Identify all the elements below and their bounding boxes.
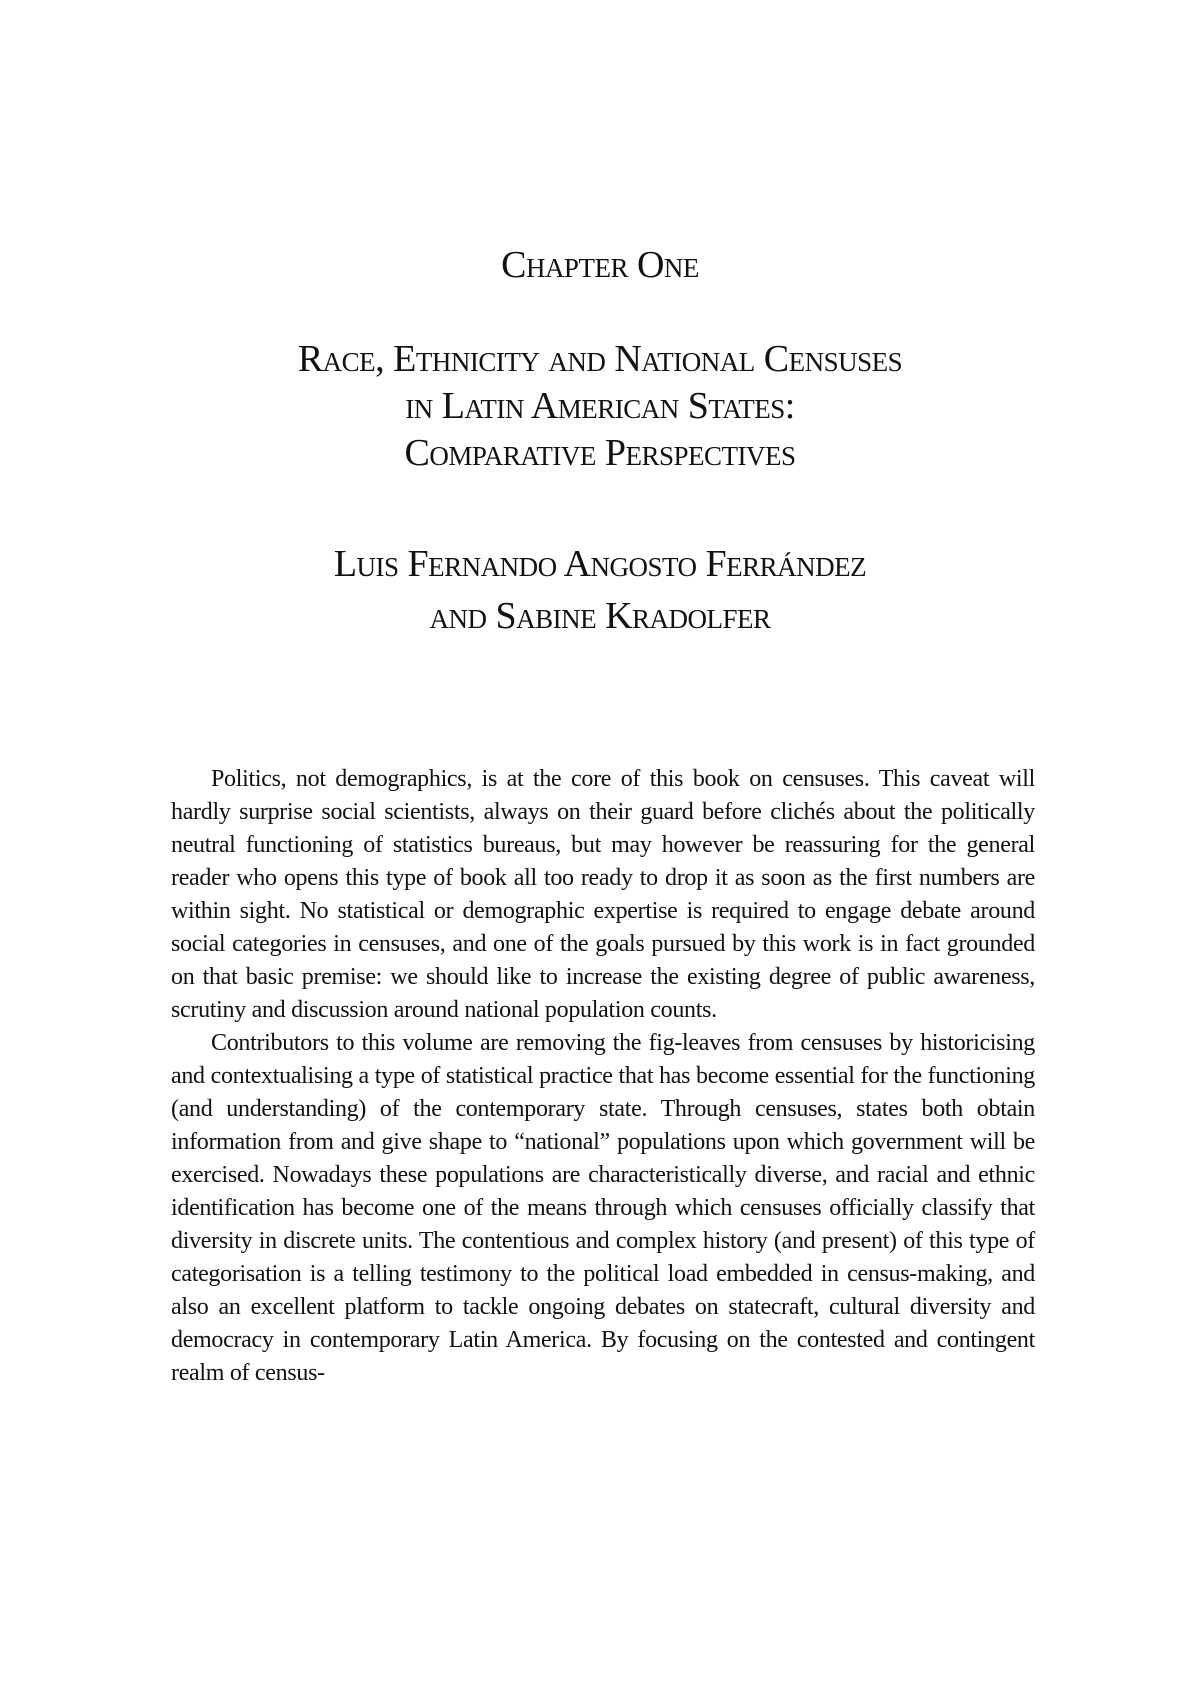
author-line: Luis Fernando Angosto Ferrández bbox=[333, 543, 867, 585]
chapter-title bbox=[0, 336, 1200, 477]
chapter-title-line: Race, Ethnicity and National Censuses bbox=[297, 338, 903, 380]
chapter-title-line: in Latin American States: bbox=[405, 385, 795, 427]
chapter-label: Chapter One bbox=[501, 244, 699, 286]
chapter-authors bbox=[0, 538, 1200, 642]
author-line: and Sabine Kradolfer bbox=[429, 595, 771, 637]
chapter-title-line: Comparative Perspectives bbox=[404, 432, 796, 474]
body-text bbox=[171, 763, 1035, 1390]
body-paragraph: Politics, not demographics, is at the core of this book on censuses. This caveat will hardly surprise social scientists, always on their guard before clichés about the politically neutral functioning of statistics bureaus, but may however be reassuring for the general reader who opens this type of book all too ready to drop it as soon as the first numbers are within sight. No statistical or demographic expertise is required to engage debate around social categories in censuses, and one of the goals pursued by this work is in fact grounded on that basic premise: we should like to increase the existing degree of public awareness, scrutiny and discussion around national population counts. bbox=[171, 766, 1035, 1023]
body-paragraph: Contributors to this volume are removing the fig-leaves from censuses by historicising and contextualising a type of statistical practice that has become essential for the functioning (and understanding) of the contemporary state. Through censuses, states both obtain information from and give shape to “national” populations upon which government will be exercised. Nowadays these populations are characteristically diverse, and racial and ethnic identification has become one of the means through which censuses officially classify that diversity in discrete units. The contentious and complex history (and present) of this type of categorisation is a telling testimony to the political load embedded in census-making, and also an excellent platform to tackle ongoing debates on statecraft, cultural diversity and democracy in contemporary Latin America. By focusing on the contested and contingent realm of census- bbox=[171, 1030, 1035, 1386]
